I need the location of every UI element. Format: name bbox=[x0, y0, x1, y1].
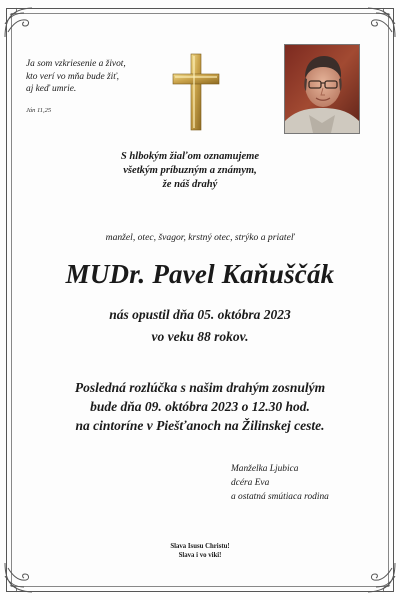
bible-verse bbox=[26, 58, 176, 96]
funeral-details bbox=[0, 378, 400, 435]
death-notice bbox=[0, 304, 400, 348]
verse-line: aj keď umrie. bbox=[26, 84, 77, 95]
family-relations: manžel, otec, švagor, krstný otec, strýko a priateľ bbox=[105, 232, 295, 243]
mourner-line: dcéra Eva bbox=[231, 478, 270, 488]
funeral-line: na cintoríne v Piešťanoch na Žilinskej ceste. bbox=[75, 418, 325, 433]
corner-ornament-icon bbox=[358, 4, 398, 40]
funeral-line: bude dňa 09. októbra 2023 o 12.30 hod. bbox=[90, 399, 310, 414]
announcement-line: S hlbokým žiaľom oznamujeme bbox=[120, 151, 260, 162]
blessing-line: Slava i vo viki! bbox=[178, 552, 222, 559]
verse-reference: Ján 11,25 bbox=[26, 107, 52, 114]
mourners-signature bbox=[231, 462, 381, 504]
corner-ornament-icon bbox=[2, 4, 42, 40]
portrait-photo bbox=[284, 44, 360, 134]
closing-blessing bbox=[0, 542, 400, 560]
gold-cross-icon bbox=[170, 52, 222, 132]
verse-line: Ja som vzkriesenie a život, bbox=[26, 59, 126, 69]
announcement-line: že náš drahý bbox=[162, 178, 218, 190]
mourner-line: a ostatná smútiaca rodina bbox=[231, 492, 329, 502]
funeral-line: Posledná rozlúčka s našim drahým zosnulým bbox=[74, 380, 326, 395]
announcement bbox=[60, 150, 320, 191]
announcement-line: všetkým príbuzným a známym, bbox=[123, 164, 257, 176]
corner-ornament-icon bbox=[2, 560, 42, 596]
mourner-line: Manželka Ljubica bbox=[231, 464, 299, 474]
blessing-line: Slava Isusu Christu! bbox=[170, 543, 230, 550]
age-line: vo veku 88 rokov. bbox=[151, 329, 249, 344]
corner-ornament-icon bbox=[358, 560, 398, 596]
deceased-name: MUDr. Pavel Kaňuščák bbox=[65, 259, 335, 289]
verse-line: kto verí vo mňa bude žiť, bbox=[26, 71, 119, 82]
death-date-line: nás opustil dňa 05. októbra 2023 bbox=[109, 307, 291, 322]
